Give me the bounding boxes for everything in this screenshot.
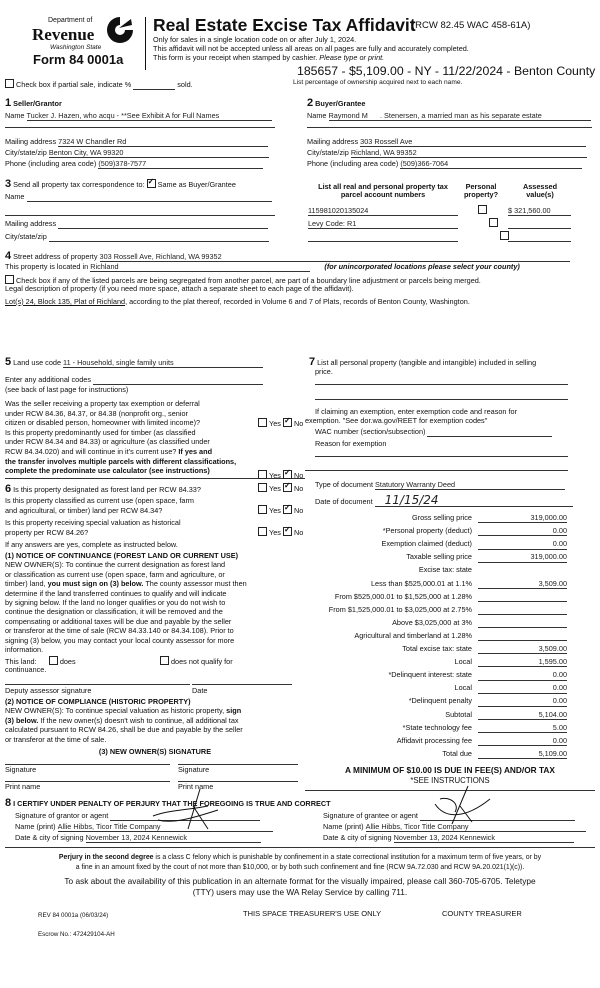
segregated-checkbox[interactable]	[5, 275, 14, 284]
predominate-use-no-checkbox[interactable]	[283, 470, 292, 479]
county-treasurer-label: COUNTY TREASURER	[442, 909, 522, 918]
historic-yes-no	[258, 527, 303, 537]
notice-line: The county assessor must then	[145, 579, 247, 589]
street-row	[5, 250, 570, 263]
grantee-name-field[interactable]: Allie Hibbs, Ticor Title Company	[366, 823, 586, 832]
q-line: If yes and	[178, 446, 213, 456]
tax-row-label: Affidavit processing fee	[396, 735, 472, 745]
revision-label: REV 84 0001a (06/03/24)	[38, 912, 109, 919]
label: Signature of grantor or agent	[15, 811, 109, 820]
assessed-value-field[interactable]	[508, 220, 571, 229]
label: Phone (including area code)	[5, 159, 97, 168]
legal-text: Lot(s) 24, Block 135, Plat of Richland	[5, 297, 126, 306]
legal-text: , according to the plat thereof, recorded in Volume 6 and 7 of Plats, records of Benton County, Washington.	[125, 297, 470, 306]
notice-compliance	[5, 697, 243, 744]
same-as-buyer-checkbox[interactable]	[147, 179, 156, 188]
label: Land use code	[13, 358, 62, 367]
forest-land-yes-checkbox[interactable]	[258, 483, 267, 492]
label: Signature	[178, 765, 210, 774]
tax-row-value[interactable]: 319,000.00	[478, 553, 567, 562]
perjury-notice	[0, 853, 600, 872]
label: Mailing address	[5, 137, 57, 146]
seller-name-row	[5, 112, 272, 121]
tax-row-value[interactable]: 0.00	[478, 671, 567, 680]
heading: Buyer/Grantee	[315, 99, 366, 108]
deputy-date-line[interactable]	[192, 684, 292, 685]
additional-note: (see back of last page for instructions)	[5, 385, 129, 394]
label: price.	[315, 367, 333, 376]
corr-mailing-field[interactable]	[58, 220, 268, 229]
notice-line: or classification as current use (open space, farm and agriculture, or	[5, 569, 225, 579]
note-text: This form is your receipt when stamped by cashier.	[153, 53, 318, 62]
corr-city-field[interactable]	[49, 233, 269, 242]
seller-mailing-row	[5, 138, 268, 147]
tax-row-value[interactable]: 3,509.00	[478, 645, 567, 654]
located-row	[5, 263, 520, 272]
label: Check box if partial sale, indicate %	[16, 80, 132, 89]
buyer-name-row	[307, 112, 591, 121]
label: does not qualify for	[171, 657, 233, 666]
tax-row-label: Subtotal	[445, 709, 472, 719]
label: Signature	[5, 765, 37, 774]
q-line: and agricultural, or timber) land per RCW 84.34?	[5, 505, 163, 515]
notice-line: NEW OWNER(S): To continue special valuation as historic property,	[5, 706, 225, 716]
predominate-use-yes-checkbox[interactable]	[258, 470, 267, 479]
tax-row-value[interactable]: 319,000.00	[478, 514, 567, 523]
current-use-yes-no	[258, 505, 303, 515]
heading: I CERTIFY UNDER PENALTY OF PERJURY THAT THE FOREGOING IS TRUE AND CORRECT	[13, 799, 331, 808]
tax-row-value[interactable]: 0.00	[478, 737, 567, 746]
q-line: under RCW 84.36, 84.37, or 84.38 (nonprofit org., senior	[5, 408, 188, 418]
notice-line: If the new owner(s) doesn't wish to continue, all additional tax	[40, 715, 239, 725]
q-line: RCW 84.34.020) and will continue in it's current use?	[5, 446, 177, 456]
doc-type-field[interactable]: Statutory Warranty Deed	[375, 481, 565, 490]
tax-row-value[interactable]: 5,104.00	[478, 711, 567, 720]
notice-line: or transferor at the time of sale.	[5, 734, 107, 744]
label: Phone (including area code)	[307, 159, 399, 168]
notice-line: information.	[5, 645, 44, 655]
if-yes-note: If any answers are yes, complete as instructed below.	[5, 540, 178, 549]
additional-codes-field[interactable]	[93, 376, 263, 385]
historic-no-checkbox[interactable]	[283, 527, 292, 536]
current-use-no-checkbox[interactable]	[283, 505, 292, 514]
buyer-heading	[307, 97, 365, 110]
grantee-signature-graphic	[430, 784, 500, 829]
q-line: Is this property predominantly used for timber (as classified	[5, 427, 196, 437]
buyer-mailing-row	[307, 138, 586, 147]
buyer-city-row	[307, 149, 587, 158]
label: City/state/zip	[307, 148, 349, 157]
page-title: Real Estate Excise Tax Affidavit	[153, 15, 416, 35]
wac-field[interactable]	[427, 428, 552, 437]
does-qualify-checkbox[interactable]	[49, 656, 58, 665]
label: Yes	[269, 471, 281, 480]
label: Same as Buyer/Grantee	[157, 180, 236, 189]
corr-name-row	[5, 193, 272, 202]
parcel-number-field[interactable]: Levy Code: R1	[308, 220, 458, 229]
label: No	[293, 528, 304, 537]
q-line: the transfer involves multiple parcels with different classifications,	[5, 456, 237, 466]
doc-date-field[interactable]: 11/15/24	[375, 495, 573, 507]
divider	[5, 847, 595, 848]
label: Yes	[269, 506, 281, 515]
section-number: 2	[307, 97, 314, 109]
see-instructions: *SEE INSTRUCTIONS	[410, 776, 490, 785]
buyer-phone-field[interactable]: (509)366-7064	[400, 160, 582, 169]
assessed-col-header: Assessed value(s)	[522, 182, 558, 200]
seller-heading	[5, 97, 62, 110]
historic-question	[5, 518, 181, 537]
label: continuance.	[5, 665, 47, 674]
logo-text: Department of	[48, 17, 93, 24]
grantor-date-field[interactable]: November 13, 2024 Kennewick	[86, 834, 261, 843]
does-not-qualify-checkbox[interactable]	[160, 656, 169, 665]
buyer-phone-row	[307, 160, 582, 169]
notice-line: (3) below.	[5, 715, 39, 725]
tax-row-label: Total due	[442, 748, 472, 758]
corr-mailing-row	[5, 220, 268, 229]
assessed-value-field[interactable]	[508, 233, 571, 242]
legal-label: Legal description of property (if you need more space, attach a separate sheet to each page of the affidavit).	[5, 284, 354, 293]
notice-line: continue the designation or classification, it will be removed and the	[5, 607, 223, 617]
dor-swirl-icon	[105, 15, 135, 45]
section-number: 6	[5, 483, 12, 495]
label: No	[293, 471, 304, 480]
notice-line: determine if the land transferred continues to qualify and will indicate	[5, 588, 227, 598]
q-exemption	[5, 399, 236, 476]
label: No	[293, 506, 304, 515]
receipt-stamp: 185657 - $5,109.00 - NY - 11/22/2024 - Benton County	[297, 64, 596, 78]
correspondence-heading	[5, 178, 236, 191]
note-text-italic: Please type or print.	[319, 53, 385, 62]
notice-title: (1) NOTICE OF CONTINUANCE (FOREST LAND OR CURRENT USE)	[5, 551, 239, 560]
notice-line: compensating or additional taxes will be due and payable by the seller	[5, 616, 232, 626]
grantor-signature-graphic	[148, 784, 228, 834]
access-text: To ask about the availability of this publication in an alternate format for the visually impaired, please call 360-705-6705. Teletype	[64, 876, 536, 886]
tax-row-label: Exemption claimed (deduct)	[381, 539, 472, 549]
label: No	[293, 484, 304, 493]
doc-type-row	[315, 481, 565, 490]
reason-line[interactable]	[315, 456, 568, 457]
label: Date & city of signing	[15, 833, 84, 842]
tax-row-label: Taxable selling price	[406, 552, 472, 562]
seller-name-line2[interactable]	[5, 127, 275, 128]
notice-line: NEW OWNER(S): To continue the current designation as forest land	[5, 560, 226, 570]
label: Name (print)	[323, 822, 364, 831]
exemption-deferral-no-checkbox[interactable]	[283, 418, 292, 427]
notice-line: sign	[226, 706, 242, 716]
tax-row-label: Above $3,025,000 at 3%	[392, 617, 472, 627]
buyer-name-field[interactable]: Raymond M . Stenersen, a married man as his separate estate	[329, 112, 591, 121]
label: does	[59, 657, 76, 666]
label: Name	[5, 192, 25, 201]
grantor-name-field[interactable]: Allie Hibbs, Ticor Title Company	[58, 823, 273, 832]
label: Yes	[269, 528, 281, 537]
corr-name-line2[interactable]	[5, 215, 275, 216]
doc-date-row	[315, 495, 573, 507]
personal-property-line[interactable]	[315, 399, 568, 400]
buyer-mailing-field[interactable]: 303 Rossell Ave	[360, 138, 586, 147]
label: Signature of grantee or agent	[323, 811, 418, 820]
historic-yes-checkbox[interactable]	[258, 527, 267, 536]
label: Yes	[269, 419, 281, 428]
buyer-city-field[interactable]: Richland, WA 99352	[351, 149, 587, 158]
header-note: This affidavit will not be accepted unless all areas on all pages are fully and accurately completed.	[153, 44, 469, 53]
section-number: 8	[5, 797, 12, 809]
personal-property-line[interactable]	[315, 384, 568, 385]
label: Check box if any of the listed parcels are being segregated from another parcel, are part of a boundary line adjustment or parcels being merged.	[16, 276, 481, 285]
does-not-row	[160, 656, 233, 666]
label: Is this property designated as forest land per RCW 84.33?	[13, 485, 201, 494]
personal-property-checkbox[interactable]	[478, 205, 487, 214]
seller-phone-row	[5, 160, 263, 169]
section-number: 1	[5, 97, 12, 109]
located-note: (for unincorporated locations please select your county)	[324, 262, 520, 271]
exemption-deferral-yes-no	[258, 418, 303, 428]
seller-name-field[interactable]: Tucker J. Hazen, who acqu - **See Exhibit A for Full Names	[27, 112, 272, 121]
citation: (RCW 82.45 WAC 458-61A)	[412, 20, 531, 31]
tax-row-value[interactable]: 0.00	[478, 540, 567, 549]
tax-row-label: Excise tax: state	[418, 565, 472, 575]
wac-row	[315, 428, 552, 437]
ownership-note: List percentage of ownership acquired next to each name.	[293, 79, 463, 86]
land-use-field[interactable]: 11 - Household, single family units	[63, 359, 263, 368]
partial-sale-row	[5, 79, 193, 90]
section-number: 4	[5, 250, 12, 262]
section-number: 5	[5, 356, 12, 368]
label: Date & city of signing	[323, 833, 392, 842]
label: Send all property tax correspondence to:	[13, 180, 145, 189]
label: Yes	[269, 484, 281, 493]
q-line: property per RCW 84.26?	[5, 527, 89, 537]
q-line: Is this property receiving special valuation as historical	[5, 518, 181, 527]
forest-land-no-checkbox[interactable]	[283, 483, 292, 492]
label: Date of document	[315, 497, 373, 506]
escrow-number: Escrow No.: 472429104-AH	[38, 931, 115, 938]
seller-mailing-field[interactable]: 7324 W Chandler Rd	[58, 138, 268, 147]
q-line: complete the predominate use calculator (see instructions)	[5, 466, 210, 476]
label: exemption. "See dor.wa.gov/REET for exemption codes"	[305, 416, 488, 425]
corr-city-row	[5, 233, 269, 242]
current-use-yes-checkbox[interactable]	[258, 505, 267, 514]
personal-col-header: Personal property?	[463, 182, 499, 200]
tax-row-value[interactable]: 5,109.00	[478, 750, 567, 759]
label: If claiming an exemption, enter exemption code and reason for	[315, 407, 517, 416]
label: Print name	[178, 782, 214, 791]
assessed-value-field[interactable]: $ 321,560.00	[508, 207, 571, 216]
perjury-bold: Perjury in the second degree	[58, 854, 154, 861]
tax-row-label: Total excise tax: state	[402, 644, 472, 653]
label: This property is located in	[5, 262, 89, 271]
notice-title: (2) NOTICE OF COMPLIANCE (HISTORIC PROPERTY)	[5, 697, 191, 706]
label: City/state/zip	[5, 232, 47, 241]
forest-land-yes-no	[258, 483, 303, 493]
label: Reason for exemption	[315, 439, 387, 448]
tax-row-label: Agricultural and timberland at 1.28%	[354, 630, 472, 640]
perjury-text: is a class C felony which is punishable by confinement in a state correctional institution for a maximum term of five years, or by	[155, 854, 542, 861]
label: List all personal property (tangible and intangible) included in selling	[317, 358, 537, 367]
deputy-signature-line[interactable]	[5, 684, 190, 685]
notice-line: you must sign on (3) below.	[47, 579, 144, 589]
legal-description	[5, 298, 470, 306]
label: No	[293, 419, 304, 428]
notice-line: signing (3) below, you may contact your local county assessor for more	[5, 635, 235, 645]
tax-row-value[interactable]	[478, 619, 567, 628]
seller-phone-field[interactable]: (509)378-7577	[98, 160, 263, 169]
q-line: Is this property classified as current use (open space, farm	[5, 496, 194, 505]
accessibility-notice	[0, 876, 600, 898]
label: Deputy assessor signature	[5, 686, 92, 695]
additional-codes-row	[5, 376, 263, 385]
grantor-name-row	[15, 823, 273, 832]
tax-row-label: Less than $525,000.01 at 1.1%	[370, 578, 472, 588]
tax-row-value[interactable]: 3,509.00	[478, 580, 567, 589]
label: sold.	[177, 80, 193, 89]
partial-percent-field[interactable]	[133, 81, 175, 90]
exemption-deferral-yes-checkbox[interactable]	[258, 418, 267, 427]
seller-city-field[interactable]: Benton City, WA 99320	[49, 149, 269, 158]
grantor-date-row	[15, 834, 261, 843]
form-number: Form 84 0001a	[33, 52, 124, 67]
logo-text: Washington State	[50, 44, 102, 51]
tax-row-label: Gross selling price	[411, 513, 472, 522]
label: Name	[5, 111, 25, 120]
land-use-row	[5, 356, 263, 369]
label: WAC number (section/subsection)	[315, 427, 426, 436]
label: Type of document	[315, 480, 374, 489]
notice-line: calculated pursuant to RCW 84.26, shall be due and payable by the seller	[5, 725, 243, 735]
header-note: Only for sales in a single location code on or after July 1, 2024.	[153, 35, 357, 44]
tax-row-value[interactable]: 0.00	[478, 527, 567, 536]
tax-row-label: *State technology fee	[402, 722, 472, 732]
label: Mailing address	[5, 219, 57, 228]
access-text: (TTY) users may use the WA Relay Service by calling 711.	[192, 887, 408, 897]
parcel-number-field[interactable]	[308, 233, 458, 242]
tax-row-value[interactable]: 5.00	[478, 724, 567, 733]
minimum-note: A MINIMUM OF $10.00 IS DUE IN FEE(S) AND/OR TAX	[345, 765, 555, 775]
parcel-number-field[interactable]: 115981020135024	[308, 207, 458, 216]
tax-row-label: *Delinquent penalty	[408, 696, 472, 706]
new-owner-signature-title: (3) NEW OWNER(S) SIGNATURE	[98, 747, 212, 756]
notice-continuance	[5, 551, 247, 654]
tax-row-label: *Personal property (deduct)	[382, 526, 472, 536]
tax-row-label: From $525,000.01 to $1,525,000 at 1.28%	[334, 591, 472, 601]
section-number: 7	[309, 356, 316, 368]
tax-row-label: From $1,525,000.01 to $3,025,000 at 2.75%	[328, 604, 472, 614]
buyer-name-line2[interactable]	[307, 127, 592, 128]
perjury-text: a fine in an amount fixed by the court of not more than $10,000, or by both such confinement and fine (RCW 9A.72.030 and RCW 9A.20.021(1)(c)).	[75, 863, 525, 871]
q-line: citizen or disabled person, homeowner with limited income)?	[5, 418, 201, 428]
header-divider	[145, 17, 146, 70]
q-line: Was the seller receiving a property tax exemption or deferral	[5, 399, 200, 408]
grantee-date-field[interactable]: November 13, 2024 Kennewick	[394, 834, 574, 843]
seller-city-row	[5, 149, 269, 158]
corr-name-field[interactable]	[27, 193, 272, 202]
parcel-col-header: List all real and personal property tax parcel account numbers	[318, 182, 448, 200]
heading: Seller/Grantor	[13, 99, 62, 108]
logo-text: Revenue	[32, 25, 95, 44]
q-line: under RCW 84.34 and 84.33) or agriculture (as classified under	[5, 437, 210, 447]
label: Street address of property	[13, 252, 98, 261]
notice-line: by signing below. If the land no longer qualifies or you do not wish to	[5, 598, 226, 608]
label: Date	[192, 686, 208, 695]
partial-sale-checkbox[interactable]	[5, 79, 14, 88]
section-number: 3	[5, 178, 12, 190]
tax-row-value[interactable]	[478, 593, 567, 602]
label: City/state/zip	[5, 148, 47, 157]
tax-row-value[interactable]	[478, 606, 567, 615]
street-address-field[interactable]: 303 Rossell Ave, Richland, WA 99352	[100, 253, 570, 262]
current-use-question	[5, 496, 194, 515]
label: Mailing address	[307, 137, 359, 146]
label: Print name	[5, 782, 41, 791]
tax-row-value[interactable]: 0.00	[478, 697, 567, 706]
label: Name (print)	[15, 822, 56, 831]
predominate-use-yes-no	[258, 470, 303, 480]
reason-line[interactable]	[305, 470, 568, 471]
personal-property-checkbox[interactable]	[489, 218, 498, 227]
tax-row-value[interactable]: 0.00	[478, 684, 567, 693]
tax-row-value[interactable]	[478, 632, 567, 641]
treasurer-space-label: THIS SPACE TREASURER'S USE ONLY	[243, 909, 382, 918]
tax-row-label: Local	[454, 657, 472, 667]
grantee-date-row	[323, 834, 574, 843]
label: Name	[307, 111, 327, 120]
located-in-field[interactable]: Richland	[90, 263, 310, 272]
label: This land:	[5, 657, 37, 666]
notice-line: or transferor at the time of sale (RCW 84.33.140 or 84.34.108). Prior to	[5, 626, 234, 636]
tax-row-label: Local	[454, 683, 472, 693]
tax-row-value[interactable]: 1,595.00	[478, 658, 567, 667]
tax-row-label: *Delinquent interest: state	[388, 670, 472, 680]
label: Enter any additional codes	[5, 375, 91, 384]
notice-line: timber) land,	[5, 579, 46, 589]
personal-property-heading	[309, 356, 536, 369]
header-note	[153, 54, 384, 62]
forest-question	[5, 483, 201, 496]
